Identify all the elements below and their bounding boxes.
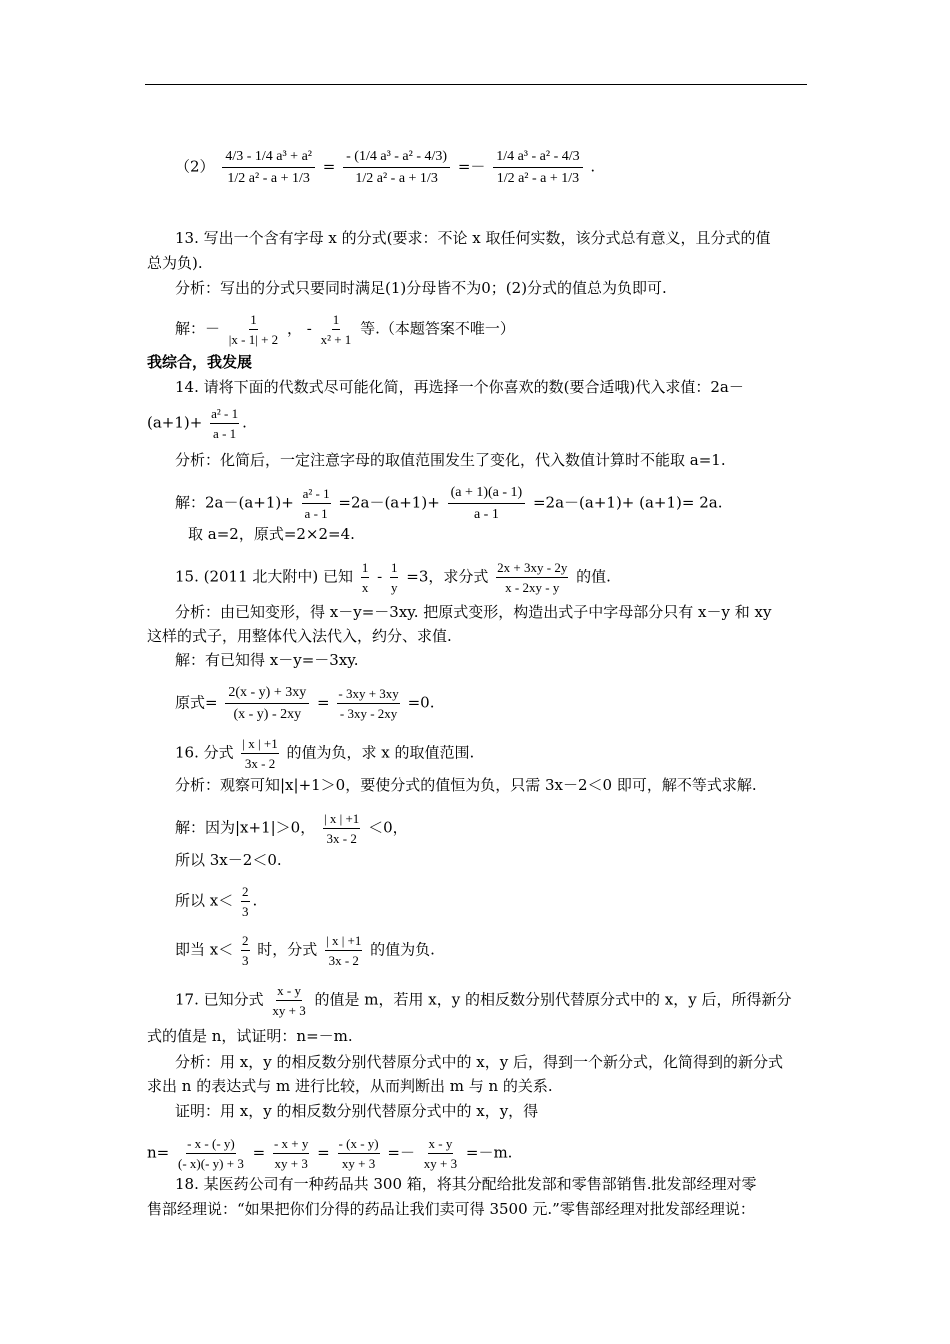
q15-sol2-frac1-num: 2(x - y) + 3xy	[225, 684, 309, 704]
q12-frac3-den: 1/2 a² - a + 1/3	[496, 171, 580, 186]
q14-sol-prefix: 解：2a－(a+1)+	[175, 493, 294, 512]
q17-p-frac3-num: - (x - y)	[338, 1136, 380, 1154]
q16-sol1-frac-den: 3x - 2	[326, 831, 357, 846]
q16-solution-line3: 所以 x＜ $\frac{2}{3}$ .	[175, 884, 258, 919]
q12-label: （2）	[175, 157, 215, 176]
q17-p-frac4-den: xy + 3	[423, 1156, 458, 1171]
q18-line2: 售部经理说：“如果把你们分得的药品让我们卖可得 3500 元.”零售部经理对批发部经理说：	[147, 1200, 755, 1218]
q12-frac1-num: 4/3 - 1/4 a³ + a²	[222, 148, 315, 168]
q14-sol-frac1-den: a - 1	[304, 506, 328, 521]
q13-sol-tail: 等.（本题答案不唯一）	[360, 319, 515, 338]
q17-q-tail: 的值是 m，若用 x，y 的相反数分别代替原分式中的 x，y 后，所得新分	[314, 990, 792, 1009]
q16-sol1-frac-num: | x | +1	[323, 811, 360, 829]
q17-p-frac2-den: xy + 3	[274, 1156, 308, 1171]
q14-sol-frac2-num: (a + 1)(a - 1)	[448, 484, 526, 504]
q12-expression	[175, 148, 595, 187]
q13-frac1-den: |x - 1| + 2	[228, 332, 279, 347]
q14-analysis: 分析：化简后，一定注意字母的取值范围发生了变化，代入数值计算时不能取 a=1.	[175, 451, 726, 469]
q14-sol-tail: =2a－(a+1)+ (a+1)= 2a.	[532, 493, 723, 512]
q15-frac-den: x - 2xy - y	[505, 580, 560, 595]
q17-p-eq2: =	[317, 1143, 330, 1162]
q16-sol4-tail: 的值为负.	[370, 940, 435, 959]
q16-frac-den: 3x - 2	[244, 756, 276, 771]
q17-p-eq1: =	[252, 1143, 266, 1162]
q14-sol-mid: =2a－(a+1)+	[338, 493, 440, 512]
q15-analysis-line2: 这样的式子，用整体代入法代入，约分、求值.	[147, 627, 452, 645]
q15-sol2-frac2-num: - 3xy + 3xy	[337, 686, 399, 704]
q15-sol2-frac2-den: - 3xy - 2xy	[339, 706, 398, 721]
q14-frac-num: a² - 1	[210, 406, 239, 424]
q14-frac-den: a - 1	[213, 426, 237, 441]
q13-question-line2: 总为负).	[147, 254, 203, 272]
q16-sol4-frac1-den: 3	[242, 953, 249, 968]
q12-frac1-den: 1/2 a² - a + 1/3	[227, 171, 310, 186]
q15-sol2-prefix: 原式=	[175, 693, 218, 712]
q16-solution-line4	[175, 933, 435, 968]
q16-solution-line2: 所以 3x－2＜0.	[175, 851, 282, 869]
q12-eq1: =	[322, 157, 336, 176]
q15-cond-frac2-den: y	[390, 580, 398, 595]
q16-sol4-frac1-num: 2	[241, 933, 250, 951]
q16-question	[175, 736, 474, 771]
q17-p-tail: =－m.	[465, 1143, 513, 1162]
q13-frac1-num: 1	[249, 312, 258, 330]
q17-proof-line2	[147, 1136, 512, 1171]
q17-q-prefix: 17. 已知分式	[175, 990, 264, 1009]
q15-sol2-frac1-den: (x - y) - 2xy	[233, 707, 302, 722]
q16-sol4-frac2-num: | x | +1	[325, 933, 362, 951]
q16-solution-line1	[175, 811, 408, 846]
q15-solution-line1: 解：有已知得 x－y=－3xy.	[175, 651, 359, 669]
q14-sol-frac2-den: a - 1	[473, 507, 499, 522]
q15-q-prefix: 15. (2011 北大附中) 已知	[175, 567, 354, 586]
q14-question-line1: 14. 请将下面的代数式尽可能化简，再选择一个你喜欢的数(要合适哦)代入求值：2a－	[175, 378, 744, 396]
q15-cond-eq: =3，求分式	[406, 567, 489, 586]
q16-analysis: 分析：观察可知|x|+1＞0，要使分式的值恒为负，只需 3x－2＜0 即可，解不等式求解.	[175, 776, 757, 794]
section-title: 我综合，我发展	[147, 353, 253, 371]
q15-frac-num: 2x + 3xy - 2y	[496, 560, 568, 578]
q14-solution	[175, 484, 722, 523]
q15-cond-minus: -	[377, 567, 383, 586]
q17-p-frac1-den: (- x)(- y) + 3	[178, 1156, 244, 1171]
q17-question-line2: 式的值是 n，试证明：n=－m.	[147, 1027, 353, 1045]
q17-analysis-line1: 分析：用 x，y 的相反数分别代替原分式中的 x，y 后，得到一个新分式，化简得到的新分式	[175, 1053, 783, 1071]
q16-sol3-prefix: 所以 x＜	[175, 891, 234, 910]
q17-p-frac1-num: - x - (- y)	[186, 1136, 236, 1154]
q16-sol4-mid: 时，分式	[257, 940, 318, 959]
q12-frac2-den: 1/2 a² - a + 1/3	[355, 171, 438, 186]
q17-proof-line1: 证明：用 x，y 的相反数分别代替原分式中的 x，y，得	[175, 1102, 539, 1120]
q17-p-prefix: n=	[147, 1143, 170, 1162]
q15-sol2-tail: =0.	[407, 693, 435, 712]
q16-q-tail: 的值为负，求 x 的取值范围.	[286, 743, 475, 762]
q13-analysis: 分析：写出的分式只要同时满足(1)分母皆不为0；(2)分式的值总为负即可.	[175, 279, 667, 297]
q15-question	[175, 560, 611, 595]
q17-p-eq3: =－	[387, 1143, 415, 1162]
q15-analysis-line1: 分析：由已知变形，得 x－y=－3xy. 把原式变形，构造出式子中字母部分只有 x－y 和 xy	[175, 603, 772, 621]
q17-question-line1	[175, 983, 791, 1018]
q16-sol1-prefix: 解：因为|x+1|＞0，	[175, 818, 316, 837]
q17-frac-den: xy + 3	[272, 1003, 306, 1018]
q13-frac2-num: 1	[332, 312, 341, 330]
q16-sol4-frac2-den: 3x - 2	[328, 953, 359, 968]
q14-q-prefix: (a+1)+	[147, 413, 203, 432]
q15-cond-frac1-num: 1	[361, 560, 370, 578]
q14-take-value: 取 a=2，原式=2×2=4.	[188, 525, 355, 543]
q18-line1: 18. 某医药公司有一种药品共 300 箱，将其分配给批发部和零售部销售.批发部经理对零	[175, 1175, 757, 1193]
q12-end: .	[590, 157, 596, 176]
q15-q-tail: 的值.	[576, 567, 611, 586]
q12-eq2: =－	[457, 157, 486, 176]
q13-question-line1: 13. 写出一个含有字母 x 的分式(要求：不论 x 取任何实数，该分式总有意义，且分式的值	[175, 229, 771, 247]
q13-sol-prefix: 解：－	[175, 319, 221, 338]
q15-sol2-eq: =	[317, 693, 330, 712]
header-rule	[145, 84, 807, 85]
q12-frac2-num: - (1/4 a³ - a² - 4/3)	[343, 148, 450, 168]
q15-cond-frac2-num: 1	[390, 560, 399, 578]
q12-frac3-num: 1/4 a³ - a² - 4/3	[493, 148, 582, 168]
q17-frac-num: x - y	[276, 983, 302, 1001]
q16-frac-num: | x | +1	[241, 736, 278, 754]
q17-p-frac2-num: - x + y	[273, 1136, 309, 1154]
q15-solution-line2	[175, 684, 434, 723]
q17-analysis-line2: 求出 n 的表达式与 m 进行比较，从而判断出 m 与 n 的关系.	[147, 1077, 553, 1095]
q14-sol-frac1-num: a² - 1	[302, 486, 331, 504]
q17-p-frac3-den: xy + 3	[341, 1156, 376, 1171]
q16-sol1-tail: ＜0，	[368, 818, 408, 837]
q13-solution: 解：－ $\frac{1}{|x - 1| + 2}$ ， - $\frac{1}{\text{x² + 1}}$ 等.（本题答案不唯一）	[175, 312, 515, 347]
q16-q-prefix: 16. 分式	[175, 743, 234, 762]
q16-sol4-prefix: 即当 x＜	[175, 940, 234, 959]
q15-cond-frac1-den: x	[361, 580, 369, 595]
q13-minus: -	[306, 319, 312, 338]
q17-p-frac4-num: x - y	[428, 1136, 454, 1154]
q16-sol3-frac-num: 2	[241, 884, 250, 902]
q14-question-line2: (a+1)+ $\frac{\text{a² - 1}}{a - 1}$ .	[147, 406, 247, 441]
q13-frac2-den: x² + 1	[320, 332, 352, 347]
q16-sol3-frac-den: 3	[242, 904, 249, 919]
